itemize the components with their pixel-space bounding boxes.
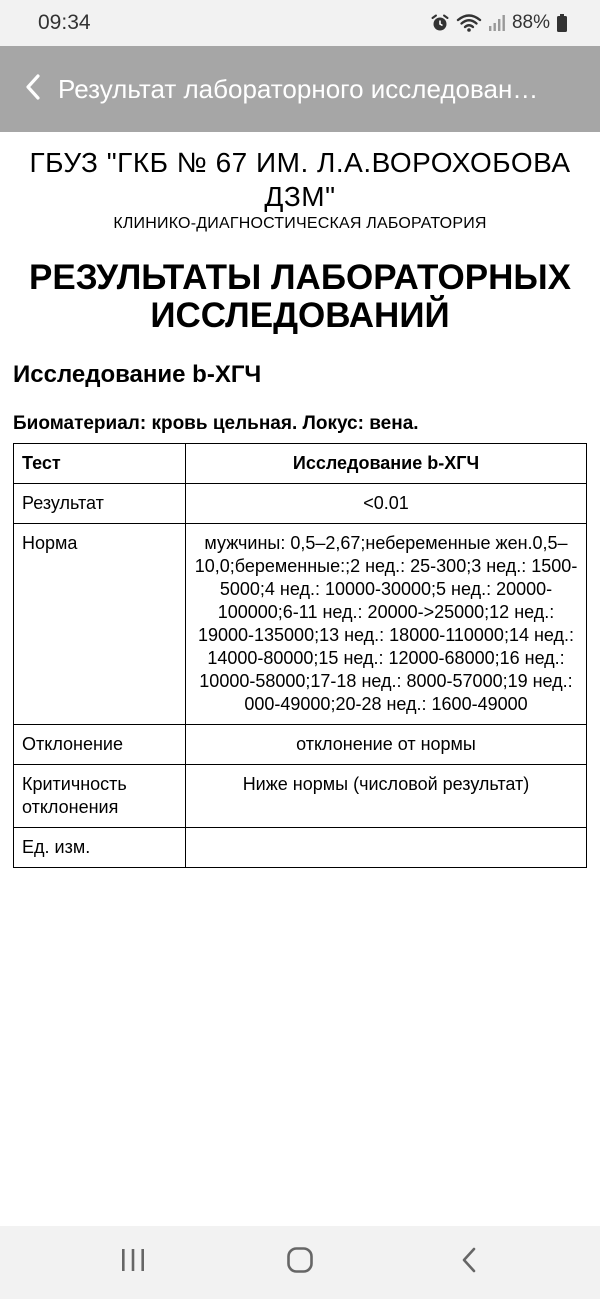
row-value-units	[186, 828, 587, 868]
table-header-row	[14, 444, 587, 484]
wifi-icon	[456, 13, 482, 33]
battery-text: 88%	[511, 12, 550, 33]
row-label-result: Результат	[14, 484, 186, 524]
back-icon	[460, 1246, 478, 1279]
recent-apps-icon	[120, 1248, 146, 1277]
row-value-result: <0.01	[186, 484, 587, 524]
app-title: Результат лабораторного исследован…	[58, 73, 539, 104]
battery-icon	[556, 13, 568, 33]
status-bar	[0, 0, 600, 46]
alarm-icon	[430, 13, 450, 33]
page-title: РЕЗУЛЬТАТЫ ЛАБОРАТОРНЫХ ИССЛЕДОВАНИЙ	[29, 258, 571, 335]
status-icons	[430, 10, 568, 36]
home-icon	[286, 1246, 314, 1279]
column-header-test: Тест	[14, 444, 186, 484]
row-value-deviation: отклонение от нормы	[186, 725, 587, 765]
status-time: 09:34	[38, 11, 91, 34]
row-label-criticality: Критичность отклонения	[14, 765, 186, 828]
signal-icon	[488, 13, 506, 33]
column-header-study: Исследование b-ХГЧ	[186, 444, 587, 484]
row-value-norm: мужчины: 0,5–2,67;небеременные жен.0,5–10,0;беременные:;2 нед.: 25-300;3 нед.: 1500-5000;4 нед.: 10000-30000;5 нед.: 20000-100000;6-11 нед.: 20000->25000;12 нед.: 19000-135000;13 нед.: 18000-110000;14 нед.: 14000-80000;15 нед.: 12000-68000;16 нед.: 10000-58000;17-18 нед.: 8000-57000;19 нед.: 000-49000;20-28 нед.: 1600-49000	[186, 524, 587, 725]
row-label-units: Ед. изм.	[14, 828, 186, 868]
row-label-norm: Норма	[14, 524, 186, 725]
row-value-criticality: Ниже нормы (числовой результат)	[186, 765, 587, 828]
report-content	[0, 132, 600, 868]
study-title: Исследование b-ХГЧ	[13, 361, 262, 388]
row-label-deviation: Отклонение	[14, 725, 186, 765]
back-nav-button[interactable]	[429, 1226, 509, 1299]
back-button[interactable]	[8, 46, 58, 132]
chevron-left-icon	[24, 73, 42, 106]
recent-apps-button[interactable]	[93, 1226, 173, 1299]
biomaterial-info: Биоматериал: кровь цельная. Локус: вена.	[13, 413, 419, 434]
table-row	[14, 725, 587, 765]
home-button[interactable]	[260, 1226, 340, 1299]
laboratory-name: КЛИНИКО-ДИАГНОСТИЧЕСКАЯ ЛАБОРАТОРИЯ	[113, 215, 487, 232]
table-row	[14, 765, 587, 828]
table-row	[14, 484, 587, 524]
app-bar	[0, 46, 600, 132]
system-nav-bar	[0, 1226, 600, 1299]
results-table	[13, 443, 587, 868]
table-row	[14, 524, 587, 725]
organization-name: ГБУЗ "ГКБ № 67 ИМ. Л.А.ВОРОХОБОВА ДЗМ"	[29, 147, 571, 212]
table-row	[14, 828, 587, 868]
